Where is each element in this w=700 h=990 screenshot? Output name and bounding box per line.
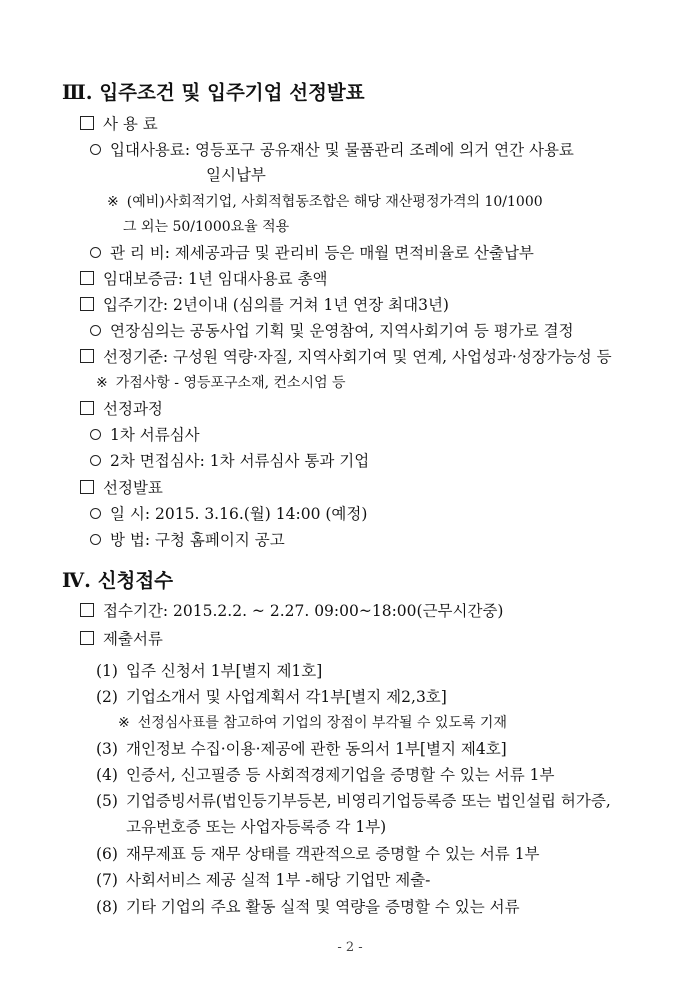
section-4-heading <box>62 568 173 594</box>
rent-fee-item <box>90 139 574 161</box>
circle-bullet-icon <box>90 429 101 440</box>
mgmt-fee-item <box>90 242 534 264</box>
circle-bullet-icon <box>90 247 101 258</box>
document-text: 개인정보 수집·이용·제공에 관한 동의서 1부[별지 제4호] <box>125 740 507 758</box>
section-3-heading <box>62 80 365 106</box>
document-number: (6) <box>96 845 118 863</box>
announcement-datetime-text: 일 시: 2015. 3.16.(월) 14:00 (예정) <box>110 505 368 523</box>
document-item <box>96 738 507 760</box>
document-5-continuation: 고유번호증 또는 사업자등록증 각 1부) <box>126 818 387 836</box>
document-number: (8) <box>96 898 118 916</box>
circle-bullet-icon <box>90 144 101 155</box>
document-item <box>96 896 520 918</box>
reception-period-text: 접수기간: 2015.2.2. ~ 2.27. 09:00~18:00(근무시간중) <box>103 602 504 620</box>
document-text: 입주 신청서 1부[별지 제1호] <box>125 662 323 680</box>
deposit-text: 임대보증금: 1년 임대사용료 총액 <box>103 270 328 288</box>
process-item <box>80 398 163 420</box>
document-text: 기업소개서 및 사업계획서 각1부[별지 제2,3호] <box>125 688 447 706</box>
document-number: (4) <box>96 766 118 784</box>
section-4-title: 신청접수 <box>97 569 174 592</box>
criteria-text: 선정기준: 구성원 역량·자질, 지역사회기여 및 연계, 사업성과·성장가능성 등 <box>103 348 612 366</box>
announcement-item <box>80 477 163 499</box>
announcement-method <box>90 529 285 551</box>
section-3-title: 입주조건 및 입주기업 선정발표 <box>99 81 365 104</box>
period-item <box>80 294 449 316</box>
document-number: (7) <box>96 871 118 889</box>
reference-mark: ※ <box>118 715 130 731</box>
announcement-datetime <box>90 503 367 525</box>
circle-bullet-icon <box>90 534 101 545</box>
process-step-1 <box>90 424 200 446</box>
document-number: (5) <box>96 792 118 810</box>
rent-fee-continuation: 일시납부 <box>206 166 266 184</box>
bonus-note-text: 가점사항 - 영등포구소재, 컨소시엄 등 <box>115 375 346 391</box>
document-number: (1) <box>96 662 118 680</box>
page-number: - 2 - <box>337 940 363 955</box>
reference-mark: ※ <box>96 375 108 391</box>
criteria-item <box>80 346 612 368</box>
extension-review-item <box>90 320 574 342</box>
usage-fee-label: 사 용 료 <box>103 115 158 133</box>
document-item <box>96 660 322 682</box>
square-bullet-icon <box>80 631 94 645</box>
discount-note-line1: (예비)사회적기업, 사회적협동조합은 해당 재산평정가격의 10/1000 <box>126 194 543 210</box>
section-3-numeral: Ⅲ. <box>62 81 93 104</box>
documents-label: 제출서류 <box>103 630 163 648</box>
document-2-note-text: 선정심사표를 참고하여 기업의 장점이 부각될 수 있도록 기재 <box>137 715 507 731</box>
reference-mark: ※ <box>107 194 119 210</box>
circle-bullet-icon <box>90 508 101 519</box>
square-bullet-icon <box>80 401 94 415</box>
usage-fee-item <box>80 113 158 135</box>
period-text: 입주기간: 2년이내 (심의를 거쳐 1년 연장 최대3년) <box>103 296 449 314</box>
document-text: 사회서비스 제공 실적 1부 -해당 기업만 제출- <box>125 871 431 889</box>
document-number: (3) <box>96 740 118 758</box>
document-item <box>96 686 447 708</box>
document-item <box>96 790 611 812</box>
process-label: 선정과정 <box>103 400 163 418</box>
announcement-label: 선정발표 <box>103 479 163 497</box>
document-text: 기타 기업의 주요 활동 실적 및 역량을 증명할 수 있는 서류 <box>125 898 520 916</box>
section-4-numeral: Ⅳ. <box>62 569 91 592</box>
square-bullet-icon <box>80 349 94 363</box>
deposit-item <box>80 268 328 290</box>
bonus-note <box>96 372 346 394</box>
announcement-method-text: 방 법: 구청 홈페이지 공고 <box>110 531 285 549</box>
document-text: 기업증빙서류(법인등기부등본, 비영리기업등록증 또는 법인설립 허가증, <box>125 792 611 810</box>
document-item <box>96 843 540 865</box>
document-number: (2) <box>96 688 118 706</box>
document-text: 인증서, 신고필증 등 사회적경제기업을 증명할 수 있는 서류 1부 <box>125 766 555 784</box>
document-item <box>96 869 430 891</box>
documents-item <box>80 628 163 650</box>
circle-bullet-icon <box>90 325 101 336</box>
process-step-2 <box>90 450 369 472</box>
discount-note-line2: 그 외는 50/1000요율 적용 <box>123 219 290 235</box>
square-bullet-icon <box>80 480 94 494</box>
process-step-2-text: 2차 면접심사: 1차 서류심사 통과 기업 <box>110 452 370 470</box>
square-bullet-icon <box>80 116 94 130</box>
rent-fee-text: 입대사용료: 영등포구 공유재산 및 물품관리 조례에 의거 연간 사용료 <box>110 141 574 159</box>
square-bullet-icon <box>80 271 94 285</box>
reception-period-item <box>80 600 503 622</box>
square-bullet-icon <box>80 603 94 617</box>
mgmt-fee-text: 관 리 비: 제세공과금 및 관리비 등은 매월 면적비율로 산출납부 <box>110 244 534 262</box>
document-2-note <box>118 712 507 734</box>
square-bullet-icon <box>80 297 94 311</box>
extension-review-text: 연장심의는 공동사업 기획 및 운영참여, 지역사회기여 등 평가로 결정 <box>110 322 574 340</box>
document-item <box>96 764 555 786</box>
process-step-1-text: 1차 서류심사 <box>110 426 200 444</box>
document-text: 재무제표 등 재무 상태를 객관적으로 증명할 수 있는 서류 1부 <box>125 845 540 863</box>
discount-note <box>107 191 543 213</box>
circle-bullet-icon <box>90 455 101 466</box>
